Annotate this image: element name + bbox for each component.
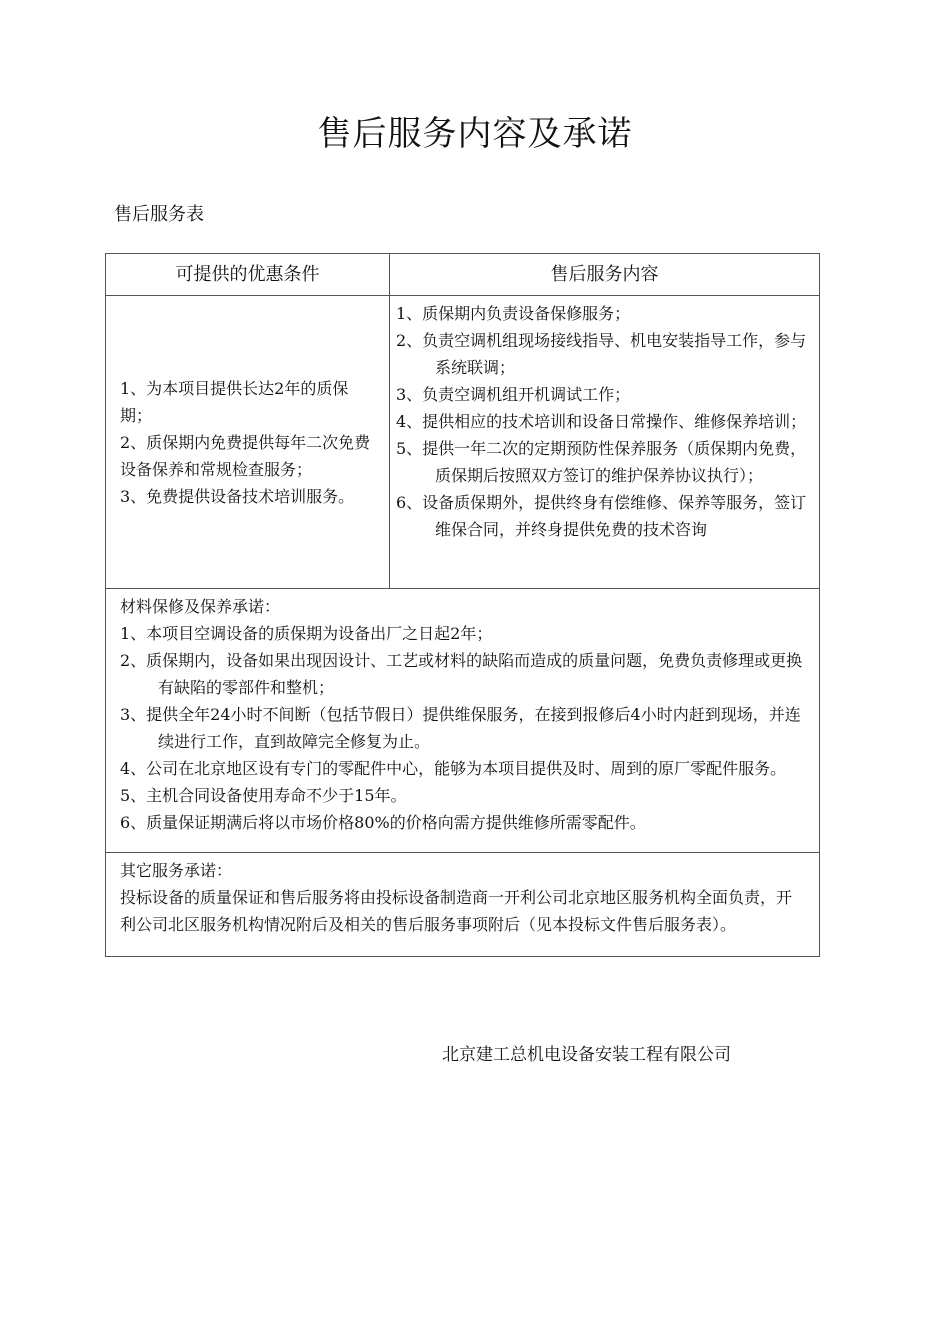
- list-item: 2、质保期内，设备如果出现因设计、工艺或材料的缺陷而造成的质量问题，免费负责修理或更换有缺陷的零部件和整机；: [120, 651, 803, 697]
- list-item: 6、质量保证期满后将以市场价格80%的价格向需方提供维修所需零配件。: [120, 813, 646, 832]
- list-item: 3、负责空调机组开机调试工作；: [396, 385, 631, 404]
- service-table: [105, 253, 820, 957]
- section-heading: 材料保修及保养承诺：: [120, 597, 281, 616]
- list-item: 2、负责空调机组现场接线指导、机电安装指导工作，参与系统联调；: [396, 331, 807, 377]
- section-heading: 其它服务承诺：: [120, 861, 233, 880]
- page-title: 售后服务内容及承诺: [317, 114, 633, 154]
- header-discount-conditions: 可提供的优惠条件: [106, 254, 390, 296]
- materials-warranty-section: [106, 588, 819, 852]
- list-item: 6、设备质保期外，提供终身有偿维修、保养等服务，签订维保合同，并终身提供免费的技术咨询: [396, 493, 807, 539]
- company-signature: 北京建工总机电设备安装工程有限公司: [442, 1045, 731, 1065]
- service-content-cell: [390, 296, 819, 588]
- list-item: 1、本项目空调设备的质保期为设备出厂之日起2年；: [120, 624, 493, 643]
- list-item: 2、质保期内免费提供每年二次免费设备保养和常规检查服务；: [120, 432, 371, 479]
- list-item: 1、质保期内负责设备保修服务；: [396, 304, 631, 323]
- discount-conditions-cell: [106, 296, 390, 588]
- list-item: 5、主机合同设备使用寿命不少于15年。: [120, 786, 407, 805]
- header-service-content: 售后服务内容: [390, 254, 819, 296]
- list-item: 4、公司在北京地区设有专门的零配件中心，能够为本项目提供及时、周到的原厂零配件服务。: [120, 759, 787, 778]
- list-item: 5、提供一年二次的定期预防性保养服务（质保期内免费，质保期后按照双方签订的维护保养协议执行）；: [396, 439, 807, 485]
- list-item: 3、免费提供设备技术培训服务。: [120, 486, 355, 506]
- other-commitments-section: [106, 852, 819, 956]
- paragraph: 投标设备的质量保证和售后服务将由投标设备制造商一开利公司北京地区服务机构全面负责，开利公司北区服务机构情况附后及相关的售后服务事项附后（见本投标文件售后服务表）。: [120, 888, 793, 934]
- list-item: 4、提供相应的技术培训和设备日常操作、维修保养培训；: [396, 412, 807, 431]
- list-item: 1、为本项目提供长达2年的质保期；: [120, 378, 349, 425]
- table-caption: 售后服务表: [114, 204, 204, 225]
- list-item: 3、提供全年24小时不间断（包括节假日）提供维保服务，在接到报修后4小时内赶到现场，并连续进行工作，直到故障完全修复为止。: [120, 705, 801, 751]
